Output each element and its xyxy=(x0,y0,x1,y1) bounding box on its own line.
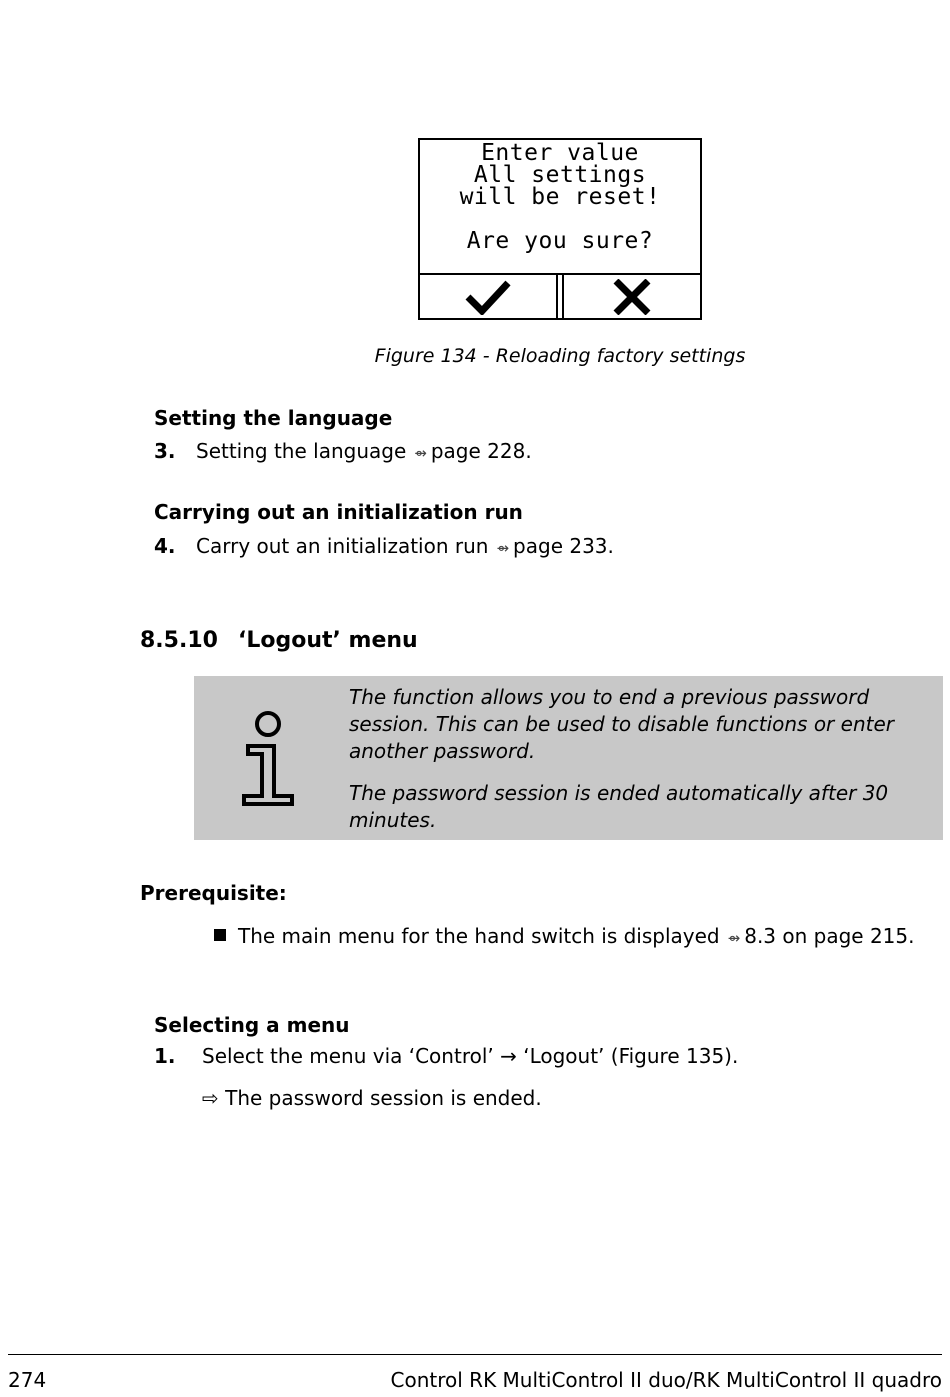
cross-icon xyxy=(610,279,654,315)
lcd-screen-figure xyxy=(418,138,702,320)
page-number: 274 xyxy=(8,1368,47,1392)
prerequisite-label: Prerequisite: xyxy=(140,881,287,905)
init-step-text: Carry out an initialization run xyxy=(196,534,489,558)
info-icon xyxy=(236,708,298,808)
cross-reference-icon: ⇴ xyxy=(414,444,427,462)
lcd-line-4: Are you sure? xyxy=(466,228,654,254)
checkmark-icon xyxy=(464,279,512,315)
select-menu-heading: Selecting a menu xyxy=(154,1013,350,1037)
info-paragraph-1: The function allows you to end a previous password session. This can be used to disable functions or enter another password. xyxy=(349,685,894,763)
section-title: ‘Logout’ menu xyxy=(238,628,418,653)
language-step-number: 3. xyxy=(154,439,176,463)
lcd-line-1: Enter value xyxy=(481,140,639,166)
init-step-link[interactable]: page 233. xyxy=(513,534,614,558)
cross-reference-icon: ⇴ xyxy=(496,539,510,557)
language-step xyxy=(196,439,532,463)
cross-reference-icon: ⇴ xyxy=(727,929,741,947)
select-menu-step-text: Select the menu via ‘Control’ → ‘Logout’ (Figure 135). xyxy=(202,1044,739,1068)
language-heading: Setting the language xyxy=(154,406,393,430)
select-menu-result: ⇨ The password session is ended. xyxy=(202,1086,542,1110)
section-number: 8.5.10 xyxy=(140,628,218,653)
figure-caption: Figure 134 - Reloading factory settings xyxy=(374,345,746,367)
lcd-message xyxy=(420,142,700,252)
info-note-box xyxy=(194,676,943,840)
language-step-link[interactable]: page 228. xyxy=(430,439,532,463)
prerequisite-text: The main menu for the hand switch is displayed xyxy=(238,924,720,948)
language-step-text: Setting the language xyxy=(196,439,407,463)
init-step xyxy=(196,534,614,558)
lcd-confirm-button[interactable] xyxy=(420,275,558,318)
footer-title: Control RK MultiControl II duo/RK MultiControl II quadro xyxy=(390,1368,942,1392)
info-paragraph-2: The password session is ended automatically after 30 minutes. xyxy=(349,781,889,832)
footer-divider xyxy=(8,1354,942,1355)
select-menu-step-number: 1. xyxy=(154,1044,176,1068)
lcd-line-2: All settings xyxy=(473,162,647,188)
bullet-square xyxy=(214,929,226,941)
prerequisite-item xyxy=(214,924,915,948)
prerequisite-link[interactable]: 8.3 on page 215. xyxy=(744,924,915,948)
init-step-number: 4. xyxy=(154,534,176,558)
lcd-line-3: will be reset! xyxy=(459,184,661,210)
lcd-cancel-button[interactable] xyxy=(562,275,700,318)
lcd-button-bar xyxy=(420,273,700,318)
init-heading: Carrying out an initialization run xyxy=(154,500,523,524)
